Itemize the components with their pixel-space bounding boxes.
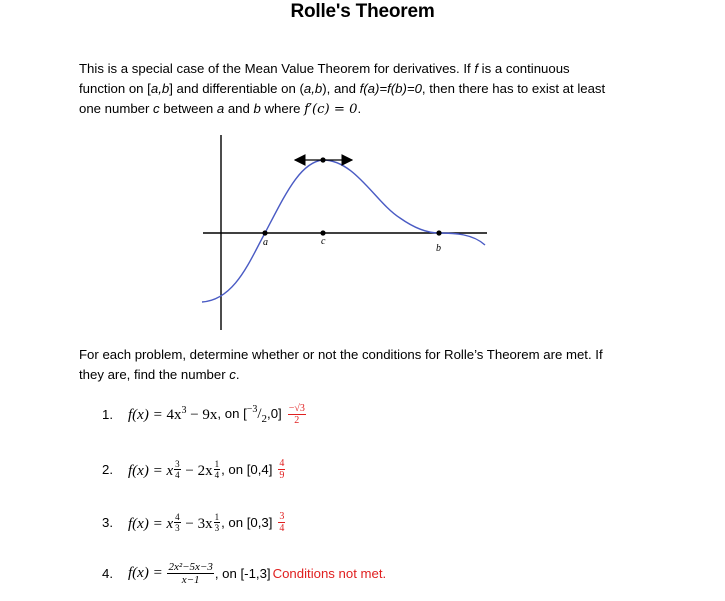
term: 4x <box>166 406 182 423</box>
intro-text: , then there has to exist at least one number <box>79 81 606 116</box>
intro-paragraph <box>79 59 619 120</box>
instructions-c: c <box>229 367 236 382</box>
function-lhs: f(x) = <box>128 406 167 423</box>
intro-equation: f′(c) = 0 <box>304 102 358 117</box>
intro-ab: a,b <box>303 81 323 96</box>
problem-1 <box>102 399 307 429</box>
answer-den: 4 <box>279 522 285 534</box>
answer-text: Conditions not met. <box>272 565 387 581</box>
intro-text: where <box>260 101 305 116</box>
interval-text: , on [ <box>217 405 247 421</box>
interval-fraction: $^{-3}/_2$ <box>246 403 268 425</box>
term: x <box>166 515 174 532</box>
intro-text: . <box>357 101 362 116</box>
exponent-fraction <box>214 459 221 480</box>
function-curve <box>202 160 485 302</box>
intro-text: This is a special case of the Mean Value Theorem for derivatives. If <box>79 61 475 76</box>
point-a <box>262 230 267 235</box>
exp-den: 4 <box>214 469 220 480</box>
exp-den: 3 <box>175 522 180 533</box>
problem-interval: , on [0,4] <box>221 461 273 477</box>
intro-text: is a continuous function on [ <box>79 61 570 96</box>
problem-number: 3. <box>102 514 113 530</box>
answer-num: 4 <box>279 457 285 469</box>
intro-text: ), and <box>322 81 360 96</box>
exp-den: 3 <box>214 522 220 533</box>
problem-interval: , on [0,3] <box>221 514 273 530</box>
answer-den: 2 <box>294 414 300 426</box>
problem-4 <box>102 558 386 588</box>
exp-num: 3 <box>175 458 180 469</box>
label-b: b <box>436 243 441 254</box>
answer-den: 9 <box>279 469 285 481</box>
answer-num: −√3 <box>288 402 305 414</box>
problem-number: 1. <box>102 406 113 422</box>
label-c: c <box>321 236 326 247</box>
exp-num: 4 <box>175 511 180 522</box>
point-c <box>320 230 325 235</box>
problem-3 <box>102 507 286 537</box>
fraction-den: x−1 <box>181 573 200 586</box>
answer-num: 3 <box>279 510 285 522</box>
exponent-fraction <box>174 512 181 533</box>
instructions-paragraph <box>79 345 619 385</box>
intro-a: a <box>216 101 225 116</box>
function-lhs: f(x) = <box>128 564 167 581</box>
answer-fraction <box>288 403 306 426</box>
problem-interval: , on [-1,3] <box>214 565 271 581</box>
problem-function <box>128 512 221 533</box>
function-lhs: f(x) = <box>128 462 167 479</box>
exponent-fraction <box>174 459 181 480</box>
intro-text: and <box>224 101 254 116</box>
rational-fraction <box>167 561 213 586</box>
intro-b: b <box>253 101 261 116</box>
exp-num: 1 <box>214 511 220 522</box>
answer-fraction <box>278 511 285 534</box>
intro-condition: f(a)=f(b)=0 <box>359 81 422 96</box>
answer-fraction <box>278 458 285 481</box>
problem-interval <box>217 404 281 425</box>
problem-function <box>128 459 221 480</box>
intro-c: c <box>153 101 160 116</box>
rolle-graph <box>195 130 495 335</box>
term: − 2x <box>181 462 213 479</box>
problem-number: 2. <box>102 461 113 477</box>
instructions-text: For each problem, determine whether or not the conditions for Rolle’s Theorem are met. If they are, find the number <box>79 347 603 382</box>
function-lhs: f(x) = <box>128 515 167 532</box>
term: − 9x <box>186 406 218 423</box>
exp-den: 4 <box>175 469 180 480</box>
intro-f: f <box>474 61 478 76</box>
term: − 3x <box>181 515 213 532</box>
term: x <box>166 462 174 479</box>
problem-function <box>128 405 217 424</box>
problem-number: 4. <box>102 565 113 581</box>
label-a: a <box>263 237 268 248</box>
intro-text: between <box>159 101 217 116</box>
point-b <box>436 230 441 235</box>
fraction-num: 2x²−5x−3 <box>168 560 213 573</box>
exponent: 3 <box>181 404 187 416</box>
instructions-text: . <box>235 367 240 382</box>
page-title: Rolle's Theorem <box>290 1 435 22</box>
exponent-fraction <box>214 512 221 533</box>
problem-2 <box>102 454 286 484</box>
tangent-point <box>320 157 325 162</box>
exp-num: 1 <box>214 458 220 469</box>
interval-den: 2 <box>261 412 268 425</box>
problem-function <box>128 561 215 586</box>
intro-ab: a,b <box>150 81 170 96</box>
intro-text: ] and differentiable on ( <box>169 81 304 96</box>
interval-text: ,0] <box>267 405 282 421</box>
interval-num: −3 <box>246 403 258 415</box>
